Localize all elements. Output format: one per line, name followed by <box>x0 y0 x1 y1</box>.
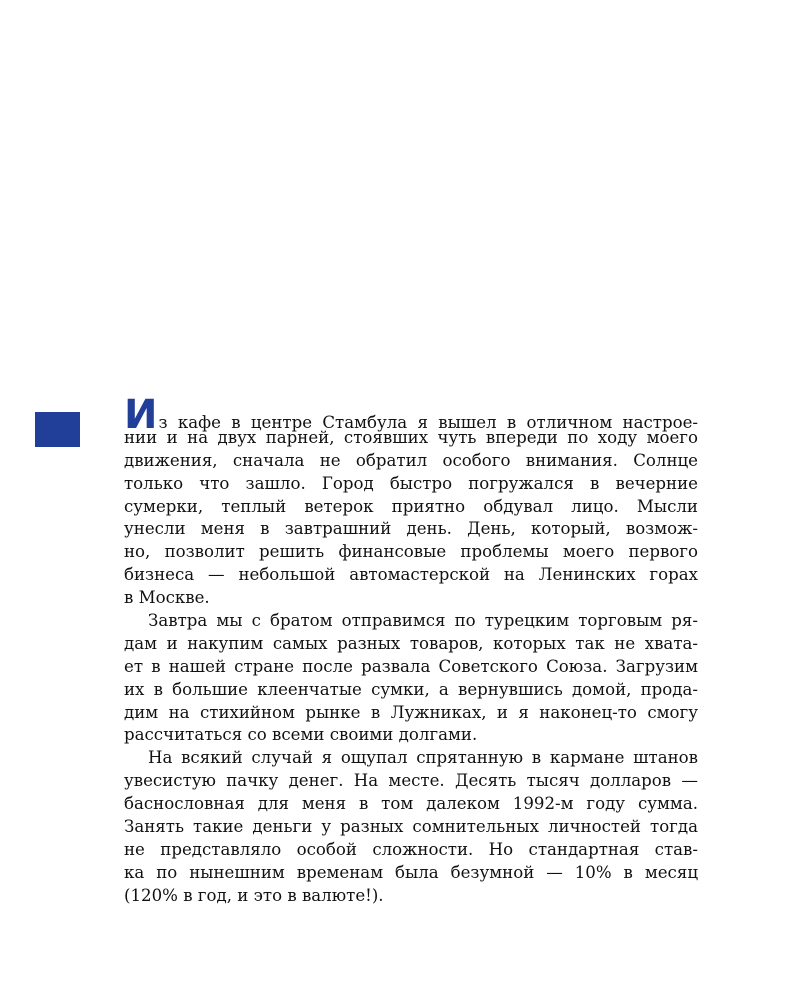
text-line: дам и накупим самых разных товаров, которых так не хвата- <box>124 633 698 653</box>
text-line: движения, сначала не обратил особого внимания. Солнце <box>124 450 698 470</box>
text-line: но, позволит решить финансовые проблемы моего первого <box>124 542 698 562</box>
text-line: их в большие клеенчатые сумки, а вернувшись домой, прода- <box>124 679 698 699</box>
text-line: сумерки, теплый ветерок приятно обдувал лицо. Мысли <box>124 496 698 516</box>
body-text <box>124 392 698 908</box>
text-line: Завтра мы с братом отправимся по турецким торговым ря- <box>148 611 698 631</box>
text-line: На всякий случай я ощупал спрятанную в кармане штанов <box>148 748 698 768</box>
text-line: унесли меня в завтрашний день. День, который, возмож- <box>124 519 698 539</box>
text-line: дим на стихийном рынке в Лужниках, и я наконец-то смогу <box>124 702 698 722</box>
text-line: баснословная для меня в том далеком 1992-м году сумма. <box>124 794 698 814</box>
text-line: Занять такие деньги у разных сомнительных личностей тогда <box>124 817 698 837</box>
text-line: не представляло особой сложности. Но стандартная став- <box>124 839 698 859</box>
text-line: нии и на двух парней, стоявших чуть впереди по ходу моего <box>124 427 698 447</box>
text-line: рассчитаться со всеми своими долгами. <box>124 725 478 745</box>
text-line: увесистую пачку денег. На месте. Десять тысяч долларов — <box>124 771 698 791</box>
drop-cap: И <box>124 392 158 438</box>
chapter-marker-block <box>35 412 80 447</box>
text-line: бизнеса — небольшой автомастерской на Ленинских горах <box>124 565 698 585</box>
text-line: Из кафе в центре Стамбула я вышел в отличном настрое- <box>124 392 698 438</box>
text-line: в Москве. <box>124 588 210 608</box>
text-line: (120% в год, и это в валюте!). <box>124 885 384 905</box>
text-line: ка по нынешним временам была безумной — 10% в месяц <box>124 862 698 882</box>
text-line: ет в нашей стране после развала Советского Союза. Загрузим <box>124 656 698 676</box>
text-line: только что зашло. Город быстро погружался в вечерние <box>124 473 698 493</box>
